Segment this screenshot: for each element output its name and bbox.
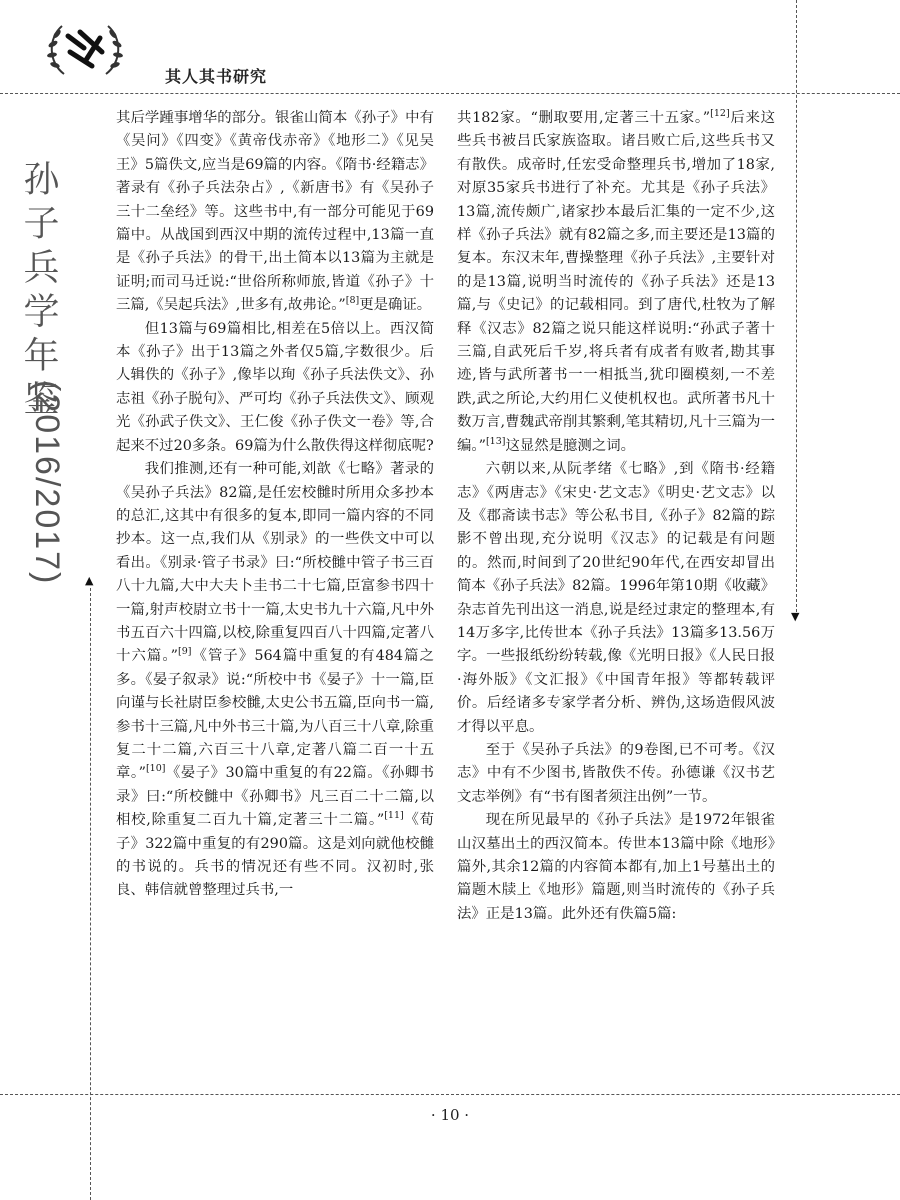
citation-marker: [11] <box>384 810 404 822</box>
citation-marker: [12] <box>710 108 730 120</box>
paragraph: 其后学踵事增华的部分。银雀山简本《孙子》中有《吴问》《四变》《黄帝伐赤帝》《地形二》《见吴王》5篇佚文,应当是69篇的内容。《隋书·经籍志》著录有《孙子兵法杂占》,《新唐书》有《吴孙子三十二垒经》等。这些书中,有一部分可能见于69篇中。从战国到西汉中期的流传过程中,13篇一直是《孙子兵法》的骨干,出土简本以13篇为主就是证明;而司马迁说:“世俗所称师旅,皆道《孙子》十三篇,《吴起兵法》,世多有,故弗论。”[8]更是确证。 <box>116 110 434 314</box>
footer-divider <box>0 1094 900 1095</box>
up-triangle-icon: ▲ <box>85 574 94 587</box>
right-margin-guide <box>796 0 797 612</box>
header-divider <box>0 93 900 94</box>
yearbook-vertical-year: (2016/2017) <box>28 380 66 586</box>
paragraph: 但13篇与69篇相比,相差在5倍以上。西汉简本《孙子》出于13篇之外者仅5篇,字数很少。后人辑佚的《孙子》,像毕以珣《孙子兵法佚文》、孙志祖《孙子脱句》、严可均《孙子兵法佚文》、顾观光《孙武子佚文》、王仁俊《孙子佚文一卷》等,合起来不过20多条。69篇为什么散佚得这样彻底呢? <box>116 320 434 454</box>
yearbook-vertical-title: 孙子兵学年鉴 <box>18 160 59 424</box>
paragraph: 共182家。“删取要用,定著三十五家。”[12]后来这些兵书被吕氏家族盗取。诸吕败亡后,这些兵书又有散佚。成帝时,任宏受命整理兵书,增加了18家,对原35家兵书进行了补充。尤其是《孙子兵法》13篇,流传颇广,诸家抄本最后汇集的一定不少,这样《孙子兵法》就有82篇之多,而主要还是13篇的复本。东汉末年,曹操整理《孙子兵法》,主要针对的是13篇,说明当时流传的《孙子兵法》还是13篇,与《史记》的记载相同。到了唐代,杜牧为了解释《汉志》82篇之说只能这样说明:“孙武子著十三篇,自武死后千岁,将兵者有成者有败者,勘其事迹,皆与武所著书一一相抵当,犹印圈模刻,一不差跌,武之所论,大约用仁义使机权也。武所著书凡十数万言,曹魏武帝削其繁剩,笔其精切,凡十三篇为一编。”[13]这显然是臆测之词。 <box>457 108 775 454</box>
citation-marker: [9] <box>177 646 192 658</box>
page-number: · 10 · <box>430 1106 470 1124</box>
citation-marker: [8] <box>345 295 360 307</box>
section-header-title: 其人其书研究 <box>165 67 268 86</box>
citation-marker: [13] <box>485 435 506 447</box>
right-text-column <box>457 107 775 926</box>
paragraph: 我们推测,还有一种可能,刘歆《七略》著录的《吴孙子兵法》82篇,是任宏校雠时所用众多抄本的总汇,这其中有很多的复本,即同一篇内容的不同抄本。这一点,我们从《别录》的一些佚文中可以看出。《别录·管子书录》曰:“所校雠中管子书三百八十九篇,大中大夫卜圭书二十七篇,臣富参书四十一篇,射声校尉立书十一篇,太史书九十六篇,凡中外书五百六十四篇,以校,除重复四百八十四篇,定著八十六篇。”[9]《管子》564篇中重复的有484篇之多。《晏子叙录》说:“所校中书《晏子》十一篇,臣向谨与长社尉臣参校雠,太史公书五篇,臣向书一篇,参书十三篇,凡中外书三十篇,为八百三十八章,除重复二十二篇,六百三十八章,定著八篇二百一十五章。”[10]《晏子》30篇中重复的有22篇。《孙卿书录》曰:“所校雠中《孙卿书》凡三百二十二篇,以相校,除重复二百九十篇,定著三十二篇。”[11]《荀子》322篇中重复的有290篇。这是刘向就他校雠的书说的。兵书的情况还有些不同。汉初时,张良、韩信就曾整理过兵书,一 <box>116 461 434 899</box>
paragraph: 现在所见最早的《孙子兵法》是1972年银雀山汉墓出土的西汉简本。传世本13篇中除《地形》篇外,其余12篇的内容简本都有,加上1号墓出土的篇题木牍上《地形》篇题,则当时流传的《孙子兵法》正是13篇。此外还有佚篇5篇: <box>457 812 775 922</box>
left-text-column <box>116 107 434 903</box>
paragraph: 至于《吴孙子兵法》的9卷图,已不可考。《汉志》中有不少图书,皆散佚不传。孙德谦《汉书艺文志举例》有“书有图者须注出例”一节。 <box>457 741 775 805</box>
paragraph: 六朝以来,从阮孝绪《七略》,到《隋书·经籍志》《两唐志》《宋史·艺文志》《明史·艺文志》以及《郡斋读书志》等公私书目,《孙子》82篇的踪影不曾出现,充分说明《汉志》的记载是有问题的。然而,时间到了20世纪90年代,在西安却冒出简本《孙子兵法》82篇。1996年第10期《收藏》杂志首先刊出这一消息,说是经过隶定的整理本,有14万多字,比传世本《孙子兵法》13篇多13.56万字。一些报纸纷纷转载,像《光明日报》《人民日报·海外版》《文汇报》《中国青年报》等都转载评价。后经诸多专家学者分析、辨伪,这场造假风波才得以平息。 <box>457 461 775 735</box>
laurel-wreath-emblem-icon <box>40 18 130 80</box>
citation-marker: [10] <box>145 763 166 775</box>
down-triangle-icon: ▼ <box>791 610 800 623</box>
